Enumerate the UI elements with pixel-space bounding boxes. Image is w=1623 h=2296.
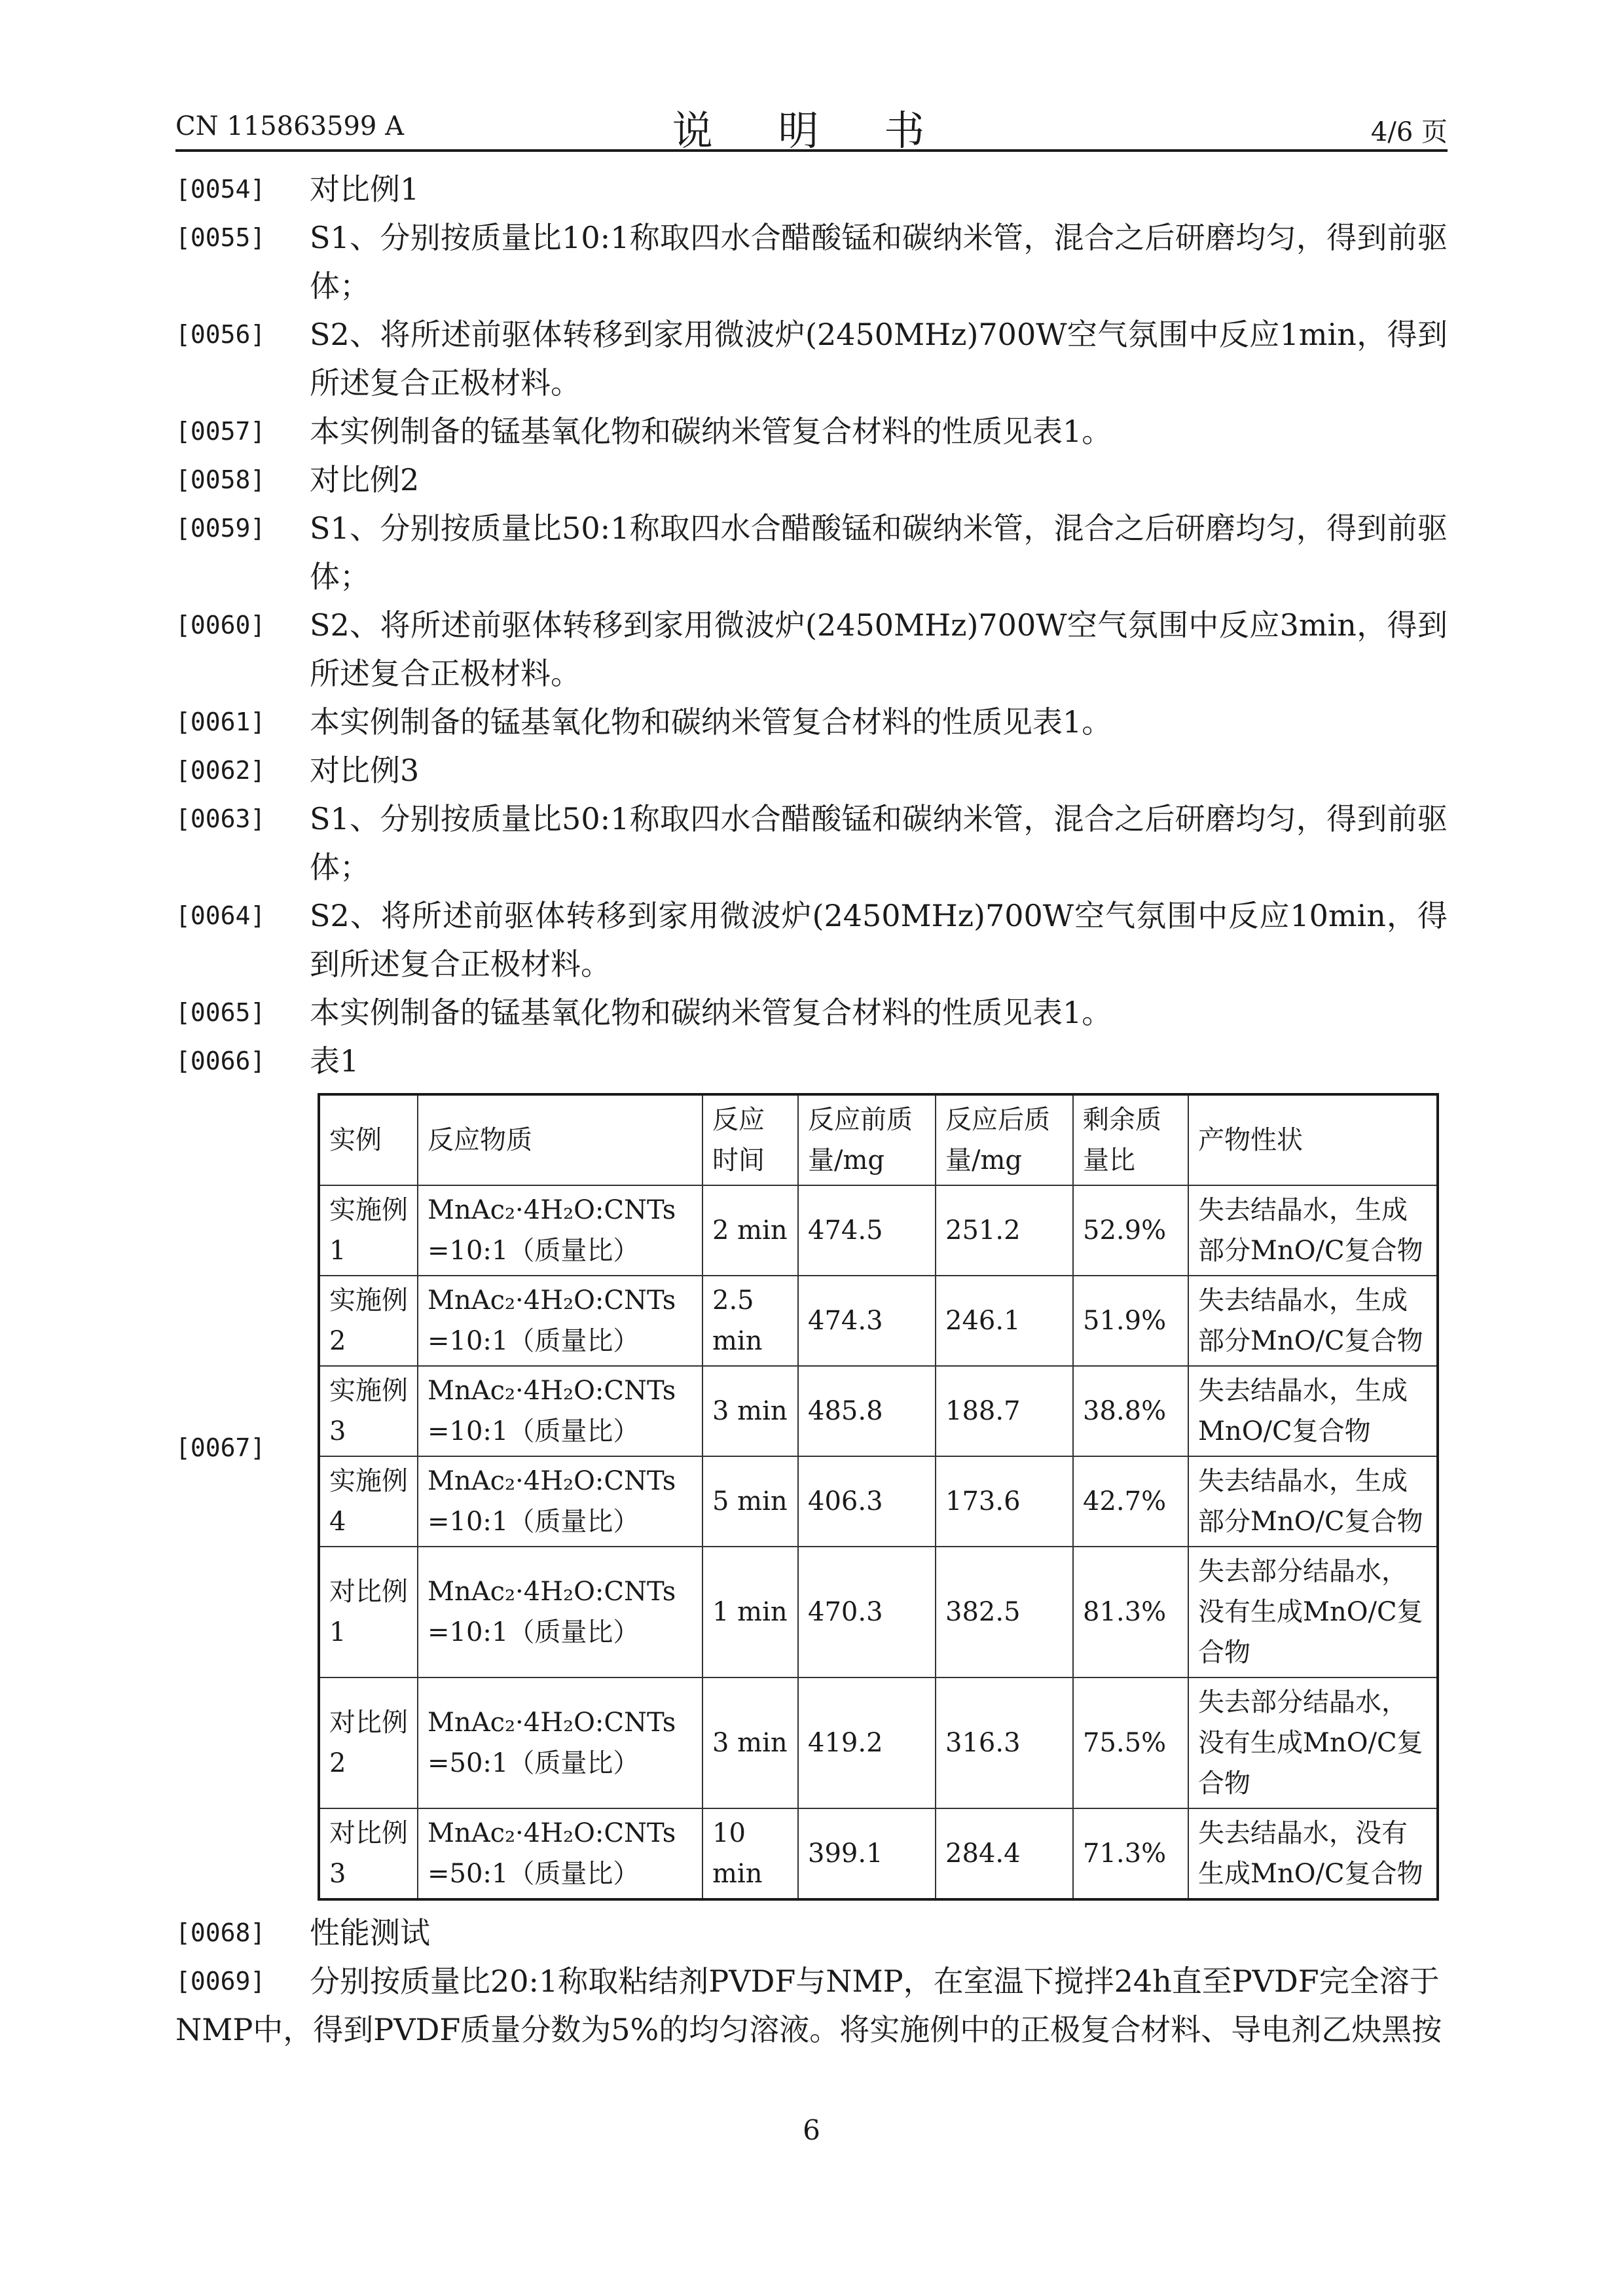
- table-cell: 10 min: [702, 1808, 798, 1899]
- paragraph: [175, 165, 1448, 213]
- table-header-row: [319, 1094, 1438, 1185]
- paragraph: [175, 1909, 1448, 1957]
- table-cell: 3 min: [702, 1677, 798, 1808]
- table-row: [319, 1456, 1438, 1547]
- table-cell: 1 min: [702, 1547, 798, 1677]
- table-row: [319, 1808, 1438, 1899]
- table-cell: 失去结晶水，生成MnO/C复合物: [1188, 1366, 1438, 1456]
- table-cell: 对比例1: [319, 1547, 418, 1677]
- paragraph: [175, 698, 1448, 746]
- table-cell: 实施例3: [319, 1366, 418, 1456]
- paragraph-text: S2、将所述前驱体转移到家用微波炉(2450MHz)700W空气氛围中反应10min，得到所述复合正极材料。: [310, 898, 1448, 982]
- paragraph-text: S2、将所述前驱体转移到家用微波炉(2450MHz)700W空气氛围中反应3min，得到所述复合正极材料。: [310, 607, 1448, 691]
- table-cell: 实施例4: [319, 1456, 418, 1547]
- paragraph: [175, 601, 1448, 698]
- paragraph-text: S1、分别按质量比10:1称取四水合醋酸锰和碳纳米管，混合之后研磨均匀，得到前驱体；: [310, 220, 1448, 304]
- paragraph-text: 对比例1: [310, 171, 420, 207]
- table-header-cell: 实例: [319, 1094, 418, 1185]
- paragraph: [175, 213, 1448, 310]
- table-row: [319, 1276, 1438, 1366]
- paragraph: [175, 504, 1448, 601]
- table-cell: 75.5%: [1073, 1677, 1188, 1808]
- paragraph-number: [0058]: [175, 465, 266, 494]
- page-of: 4/6 页: [1370, 117, 1448, 147]
- paragraph-number: [0064]: [175, 901, 266, 930]
- paragraph: [175, 746, 1448, 795]
- table-cell: 406.3: [798, 1456, 936, 1547]
- table-cell: 173.6: [936, 1456, 1073, 1547]
- table-cell: MnAc₂·4H₂O:CNTs =10:1（质量比）: [418, 1276, 702, 1366]
- table-cell: 246.1: [936, 1276, 1073, 1366]
- paragraphs-top: [175, 165, 1448, 1085]
- table-cell: 474.5: [798, 1185, 936, 1276]
- paragraph: [175, 1957, 1448, 2005]
- table-cell: 2.5 min: [702, 1276, 798, 1366]
- paragraph-number: [0061]: [175, 708, 266, 736]
- paragraph-number: [0057]: [175, 417, 266, 446]
- table-cell: MnAc₂·4H₂O:CNTs =10:1（质量比）: [418, 1547, 702, 1677]
- table-cell: MnAc₂·4H₂O:CNTs =10:1（质量比）: [418, 1185, 702, 1276]
- table-cell: 419.2: [798, 1677, 936, 1808]
- paragraph-number: [0055]: [175, 223, 266, 252]
- paragraph: [175, 310, 1448, 407]
- paragraph: [175, 795, 1448, 891]
- table-cell: 51.9%: [1073, 1276, 1188, 1366]
- table-cell: 对比例3: [319, 1808, 418, 1899]
- table-cell: 71.3%: [1073, 1808, 1188, 1899]
- table-cell: 251.2: [936, 1185, 1073, 1276]
- paragraph-number: [0056]: [175, 320, 266, 349]
- paragraph-text: 对比例3: [310, 753, 420, 788]
- table-cell: 316.3: [936, 1677, 1073, 1808]
- document-body: [175, 165, 1448, 2054]
- table-cell: 失去部分结晶水，没有生成MnO/C复合物: [1188, 1547, 1438, 1677]
- paragraph-text: S1、分别按质量比50:1称取四水合醋酸锰和碳纳米管，混合之后研磨均匀，得到前驱体；: [310, 511, 1448, 594]
- table-body: [319, 1185, 1438, 1899]
- paragraph-number: [0054]: [175, 175, 266, 204]
- paragraph-text: 表1: [310, 1043, 359, 1079]
- paragraph: [175, 1037, 1448, 1085]
- paragraph-text: 性能测试: [310, 1915, 430, 1950]
- table-cell: 52.9%: [1073, 1185, 1188, 1276]
- table-cell: 失去结晶水，生成部分MnO/C复合物: [1188, 1456, 1438, 1547]
- table-cell: 382.5: [936, 1547, 1073, 1677]
- paragraph: [175, 456, 1448, 504]
- paragraph-number: [0062]: [175, 756, 266, 785]
- table-header-cell: 剩余质量比: [1073, 1094, 1188, 1185]
- table-header-cell: 反应后质量/mg: [936, 1094, 1073, 1185]
- paragraph-text: 分别按质量比20:1称取粘结剂PVDF与NMP，在室温下搅拌24h直至PVDF完全溶于: [310, 1964, 1440, 1999]
- paragraph-number: [0063]: [175, 804, 266, 833]
- table-header-cell: 反应前质量/mg: [798, 1094, 936, 1185]
- table-cell: 38.8%: [1073, 1366, 1188, 1456]
- table-cell: 对比例2: [319, 1677, 418, 1808]
- table-header-cell: 反应物质: [418, 1094, 702, 1185]
- table-cell: 470.3: [798, 1547, 936, 1677]
- paragraph-number: [0069]: [175, 1967, 266, 1996]
- paragraph: [175, 988, 1448, 1037]
- paragraph-text: S1、分别按质量比50:1称取四水合醋酸锰和碳纳米管，混合之后研磨均匀，得到前驱体；: [310, 801, 1448, 885]
- paragraph-number: [0068]: [175, 1918, 266, 1947]
- table-cell: MnAc₂·4H₂O:CNTs =10:1（质量比）: [418, 1456, 702, 1547]
- table-cell: 失去部分结晶水，没有生成MnO/C复合物: [1188, 1677, 1438, 1808]
- table-row: [319, 1185, 1438, 1276]
- table-header-cell: 产物性状: [1188, 1094, 1438, 1185]
- table-block: [175, 1093, 1448, 1901]
- table-cell: 485.8: [798, 1366, 936, 1456]
- doc-number: CN 115863599 A: [175, 111, 404, 141]
- table-row: [319, 1677, 1438, 1808]
- paragraphs-bottom: [175, 1909, 1448, 2005]
- table-cell: 188.7: [936, 1366, 1073, 1456]
- paragraph-text: 本实例制备的锰基氧化物和碳纳米管复合材料的性质见表1。: [310, 995, 1112, 1030]
- table-cell: 5 min: [702, 1456, 798, 1547]
- table-cell: MnAc₂·4H₂O:CNTs =50:1（质量比）: [418, 1808, 702, 1899]
- table-cell: 284.4: [936, 1808, 1073, 1899]
- paragraph-text: 对比例2: [310, 462, 420, 497]
- table-cell: 474.3: [798, 1276, 936, 1366]
- paragraph-number: [0066]: [175, 1047, 266, 1075]
- paragraph-number: [0060]: [175, 611, 266, 639]
- paragraph-text: S2、将所述前驱体转移到家用微波炉(2450MHz)700W空气氛围中反应1min，得到所述复合正极材料。: [310, 317, 1448, 401]
- table-header-cell: 反应时间: [702, 1094, 798, 1185]
- paragraph: [175, 407, 1448, 456]
- table-cell: 实施例1: [319, 1185, 418, 1276]
- table-paragraph-number: [0067]: [175, 1433, 266, 1462]
- paragraph-text: 本实例制备的锰基氧化物和碳纳米管复合材料的性质见表1。: [310, 414, 1112, 449]
- page-number: 6: [803, 2114, 820, 2146]
- table-cell: 失去结晶水，生成部分MnO/C复合物: [1188, 1276, 1438, 1366]
- table-cell: 失去结晶水，没有生成MnO/C复合物: [1188, 1808, 1438, 1899]
- doc-title: 说 明 书: [672, 107, 951, 154]
- table-cell: 81.3%: [1073, 1547, 1188, 1677]
- paragraph-text: 本实例制备的锰基氧化物和碳纳米管复合材料的性质见表1。: [310, 704, 1112, 740]
- table-cell: 实施例2: [319, 1276, 418, 1366]
- table-cell: 2 min: [702, 1185, 798, 1276]
- page-header: [175, 98, 1448, 154]
- table-cell: 42.7%: [1073, 1456, 1188, 1547]
- table-cell: MnAc₂·4H₂O:CNTs =10:1（质量比）: [418, 1366, 702, 1456]
- continuation-text: NMP中，得到PVDF质量分数为5%的均匀溶液。将实施例中的正极复合材料、导电剂乙炔黑按: [175, 2012, 1442, 2047]
- table-row: [319, 1366, 1438, 1456]
- table-cell: MnAc₂·4H₂O:CNTs =50:1（质量比）: [418, 1677, 702, 1808]
- table-row: [319, 1547, 1438, 1677]
- table-cell: 3 min: [702, 1366, 798, 1456]
- results-table: [318, 1093, 1439, 1901]
- paragraph-number: [0059]: [175, 514, 266, 543]
- table-cell: 失去结晶水，生成部分MnO/C复合物: [1188, 1185, 1438, 1276]
- paragraph: [175, 891, 1448, 988]
- table-cell: 399.1: [798, 1808, 936, 1899]
- paragraph-number: [0065]: [175, 998, 266, 1027]
- header-rule: [175, 149, 1448, 152]
